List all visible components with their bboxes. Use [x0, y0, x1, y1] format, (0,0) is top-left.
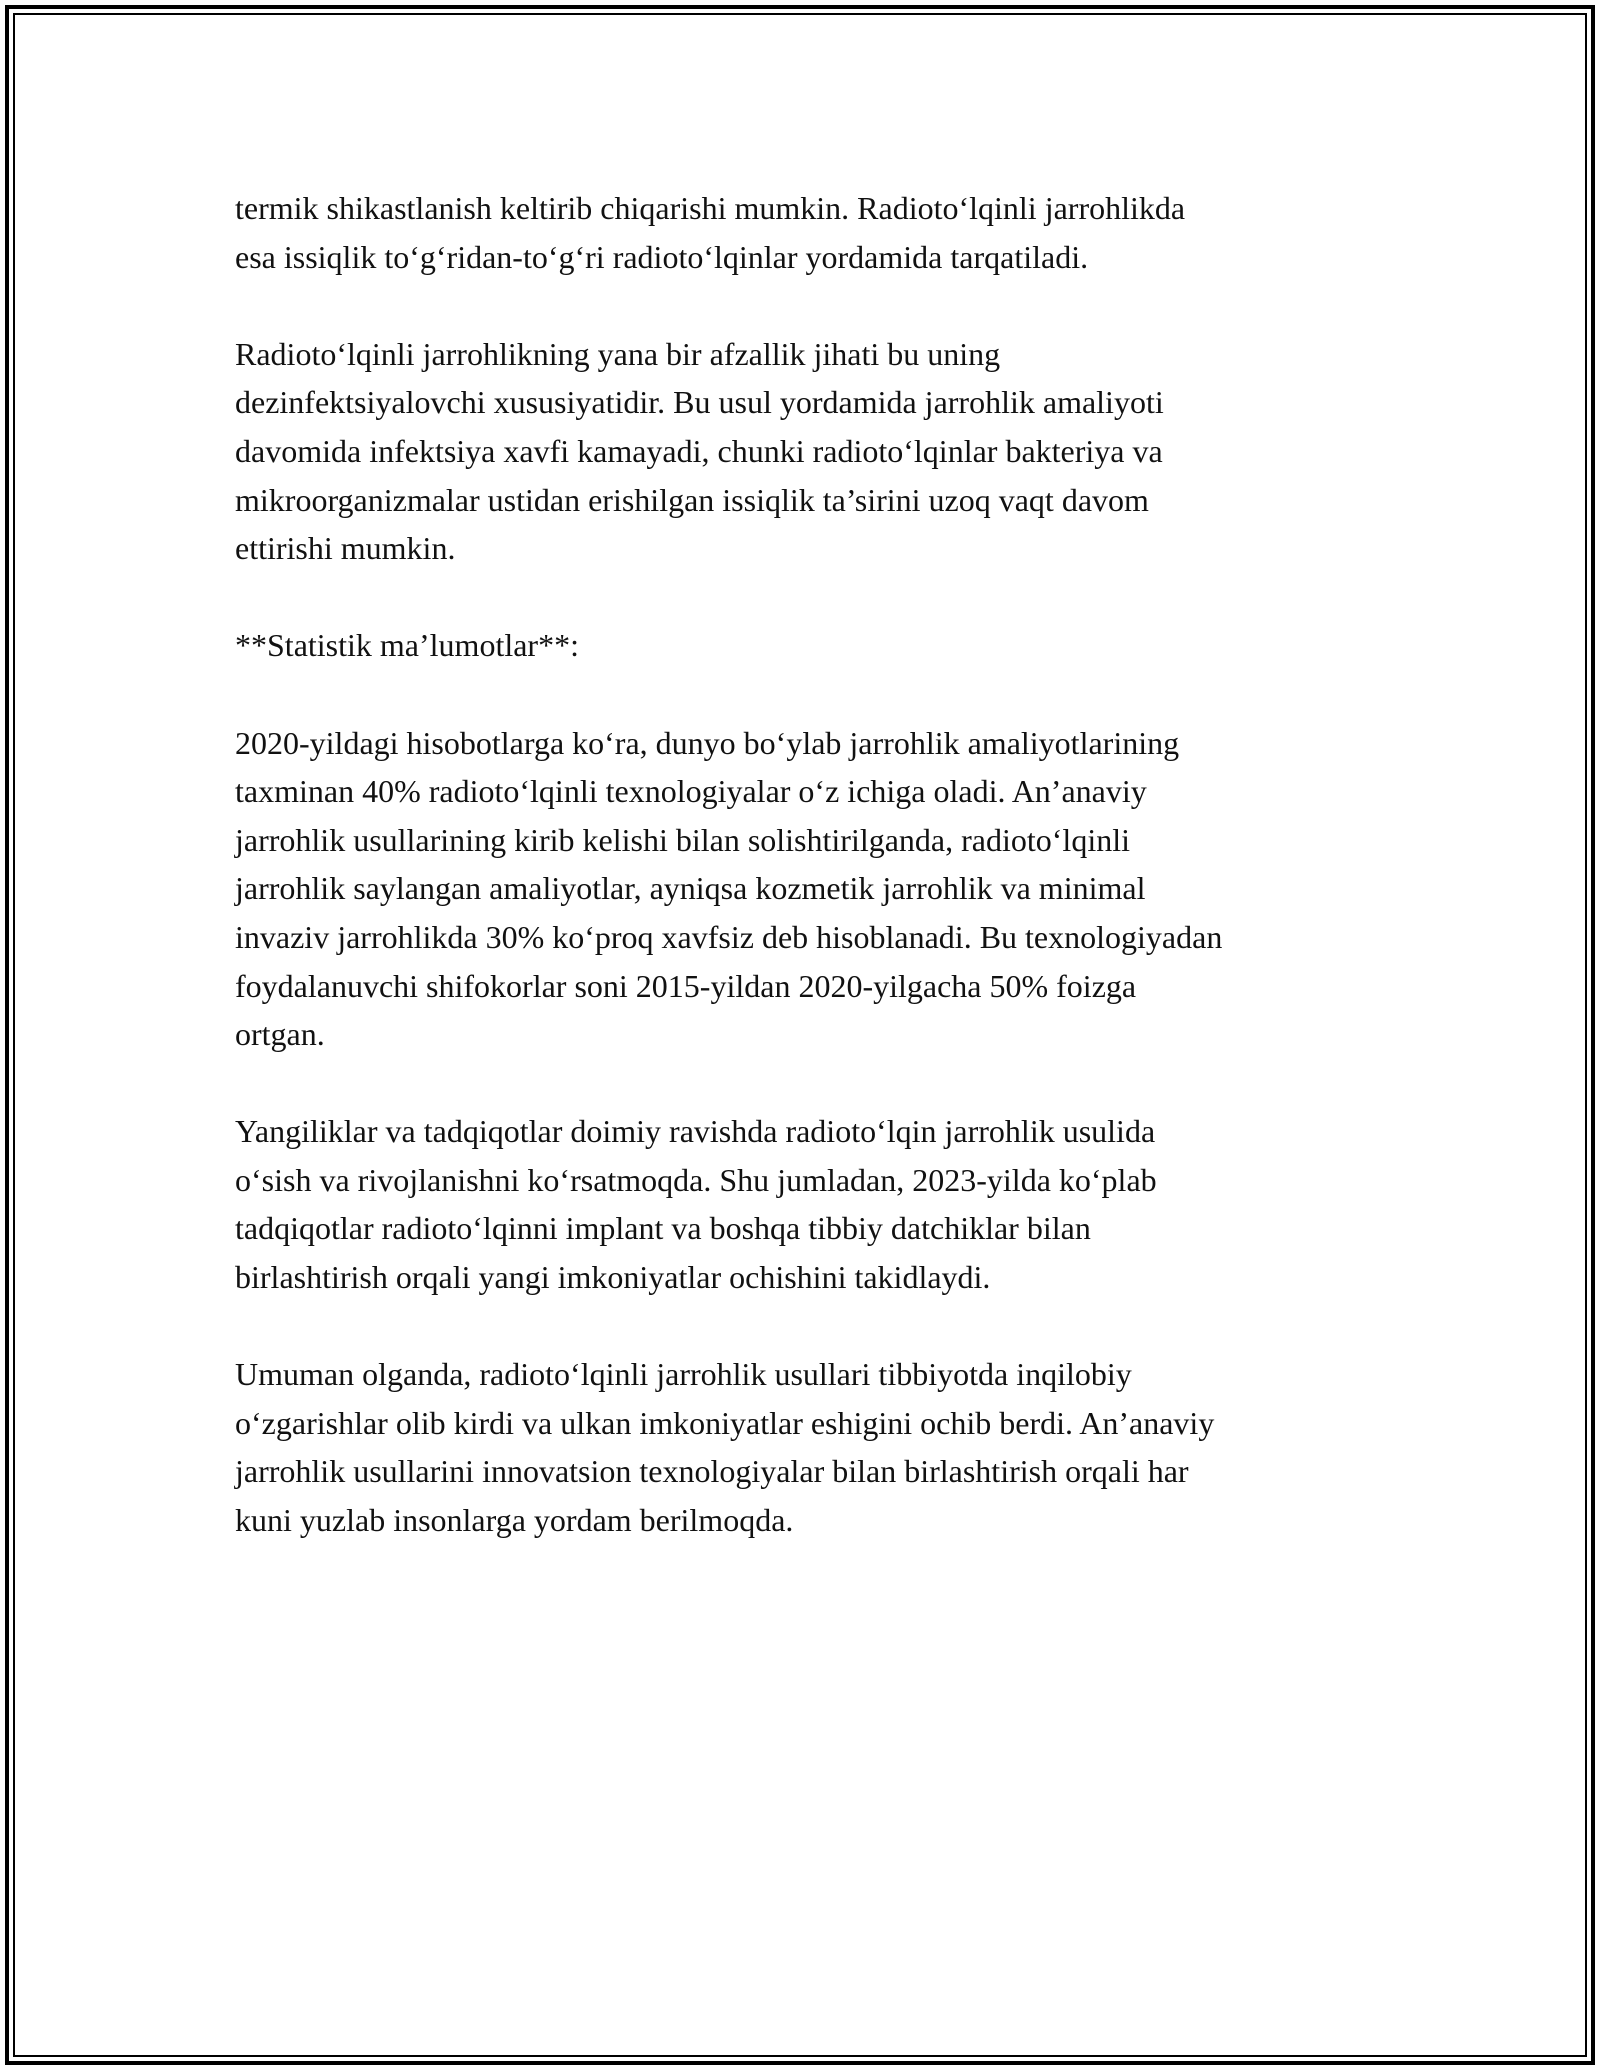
section-heading-statistics: **Statistik ma’lumotlar**:	[235, 627, 579, 664]
document-body	[235, 184, 1385, 1593]
paragraph-disinfection: Radiotoʻlqinli jarrohlikning yana bir afzallik jihati bu uning dezinfektsiyalovchi xususiyatidir. Bu usul yordamida jarrohlik amaliyoti davomida infektsiya xavfi kamayadi, chunki radiotoʻlqinlar bakteriya va mikroorganizmalar ustidan erishilgan issiqlik ta’sirini uzoq vaqt davom ettirishi mumkin.	[235, 335, 1164, 567]
paragraph-thermal-injury: termik shikastlanish keltirib chiqarishi mumkin. Radiotoʻlqinli jarrohlikda esa issiqlik toʻgʻridan-toʻgʻri radiotoʻlqinlar yordamida tarqatiladi.	[235, 190, 1186, 275]
paragraph-research-news: Yangiliklar va tadqiqotlar doimiy ravishda radiotoʻlqin jarrohlik usulida oʻsish va rivojlanishni koʻrsatmoqda. Shu jumladan, 2023-yilda koʻplab tadqiqotlar radiotoʻlqinni implant va boshqa tibbiy datchiklar bilan birlashtirish orqali yangi imkoniyatlar ochishini takidlaydi.	[235, 1113, 1157, 1296]
paragraph-conclusion: Umuman olganda, radiotoʻlqinli jarrohlik usullari tibbiyotda inqilobiy oʻzgarishlar olib kirdi va ulkan imkoniyatlar eshigini ochib berdi. An’anaviy jarrohlik usullarini innovatsion texnologiyalar bilan birlashtirish orqali har kuni yuzlab insonlarga yordam berilmoqda.	[235, 1356, 1215, 1539]
paragraph-statistics: 2020-yildagi hisobotlarga koʻra, dunyo boʻylab jarrohlik amaliyotlarining taxminan 40% radiotoʻlqinli texnologiyalar oʻz ichiga oladi. An’anaviy jarrohlik usullarining kirib kelishi bilan solishtirilganda, radiotoʻlqinli jarrohlik saylangan amaliyotlar, ayniqsa kozmetik jarrohlik va minimal invaziv jarrohlikda 30% koʻproq xavfsiz deb hisoblanadi. Bu texnologiyadan foydalanuvchi shifokorlar soni 2015-yildan 2020-yilgacha 50% foizga ortgan.	[235, 724, 1223, 1053]
